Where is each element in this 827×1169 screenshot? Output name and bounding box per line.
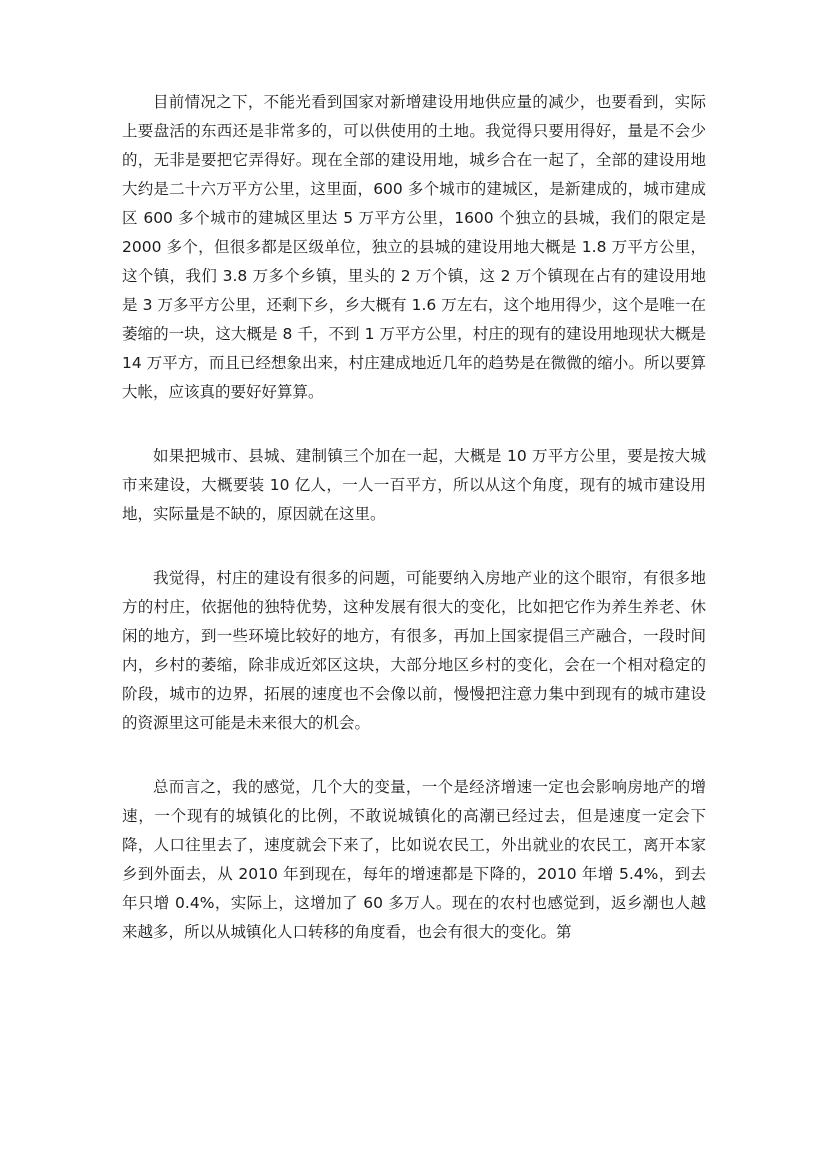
paragraph-3: 我觉得，村庄的建设有很多的问题，可能要纳入房地产业的这个眼帘，有很多地方的村庄，依据他的独特优势，这种发展有很大的变化，比如把它作为养生养老、休闲的地方，到一些环境比较好的地方，有很多，再加上国家提倡三产融合，一段时间内，乡村的萎缩，除非成近郊区这块，大部分地区乡村的变化，会在一个相对稳定的阶段，城市的边界，拓展的速度也不会像以前，慢慢把注意力集中到现有的城市建设的资源里这可能是未来很大的机会。 — [122, 569, 706, 732]
paragraph-spacer — [122, 529, 706, 564]
paragraph-1: 目前情况之下，不能光看到国家对新增建设用地供应量的减少，也要看到，实际上要盘活的东西还是非常多的，可以供使用的土地。我觉得只要用得好，量是不会少的，无非是要把它弄得好。现在全部的建设用地，城乡合在一起了，全部的建设用地大约是二十六万平方公里，这里面，600 多个城市的建城区，是新建成的，城市建成区 600 多个城市的建城区里达 5 万平方公里，1600 个独立的县城，我们的限定是 2000 多个，但很多都是区级单位，独立的县城的建设用地大概是 1.8 万平方公里，这个镇，我们 3.8 万多个乡镇，里头的 2 万个镇，这 2 万个镇现在占有的建设用地是 3 万多平方公里，还剩下乡，乡大概有 1.6 万左右，这个地用得少，这个是唯一在萎缩的一块，这大概是 8 千，不到 1 万平方公里，村庄的现有的建设用地现状大概是 14 万平方，而且已经想象出来，村庄建成地近几年的趋势是在微微的缩小。所以要算大帐，应该真的要好好算算。 — [122, 93, 706, 401]
paragraph-4: 总而言之，我的感觉，几个大的变量，一个是经济增速一定也会影响房地产的增速，一个现有的城镇化的比例，不敢说城镇化的高潮已经过去，但是速度一定会下降，人口往里去了，速度就会下来了，比如说农民工，外出就业的农民工，离开本家乡到外面去，从 2010 年到现在，每年的增速都是下降的，2010 年增 5.4%，到去年只增 0.4%，实际上，这增加了 60 多万人。现在的农村也感觉到，返乡潮也人越来越多，所以从城镇化人口转移的角度看，也会有很大的变化。第 — [122, 778, 706, 941]
document-body — [122, 88, 706, 947]
paragraph-spacer — [122, 738, 706, 773]
paragraph-spacer — [122, 407, 706, 442]
paragraph-2: 如果把城市、县城、建制镇三个加在一起，大概是 10 万平方公里，要是按大城市来建设，大概要装 10 亿人，一人一百平方，所以从这个角度，现有的城市建设用地，实际量是不缺的，原因就在这里。 — [122, 447, 706, 523]
